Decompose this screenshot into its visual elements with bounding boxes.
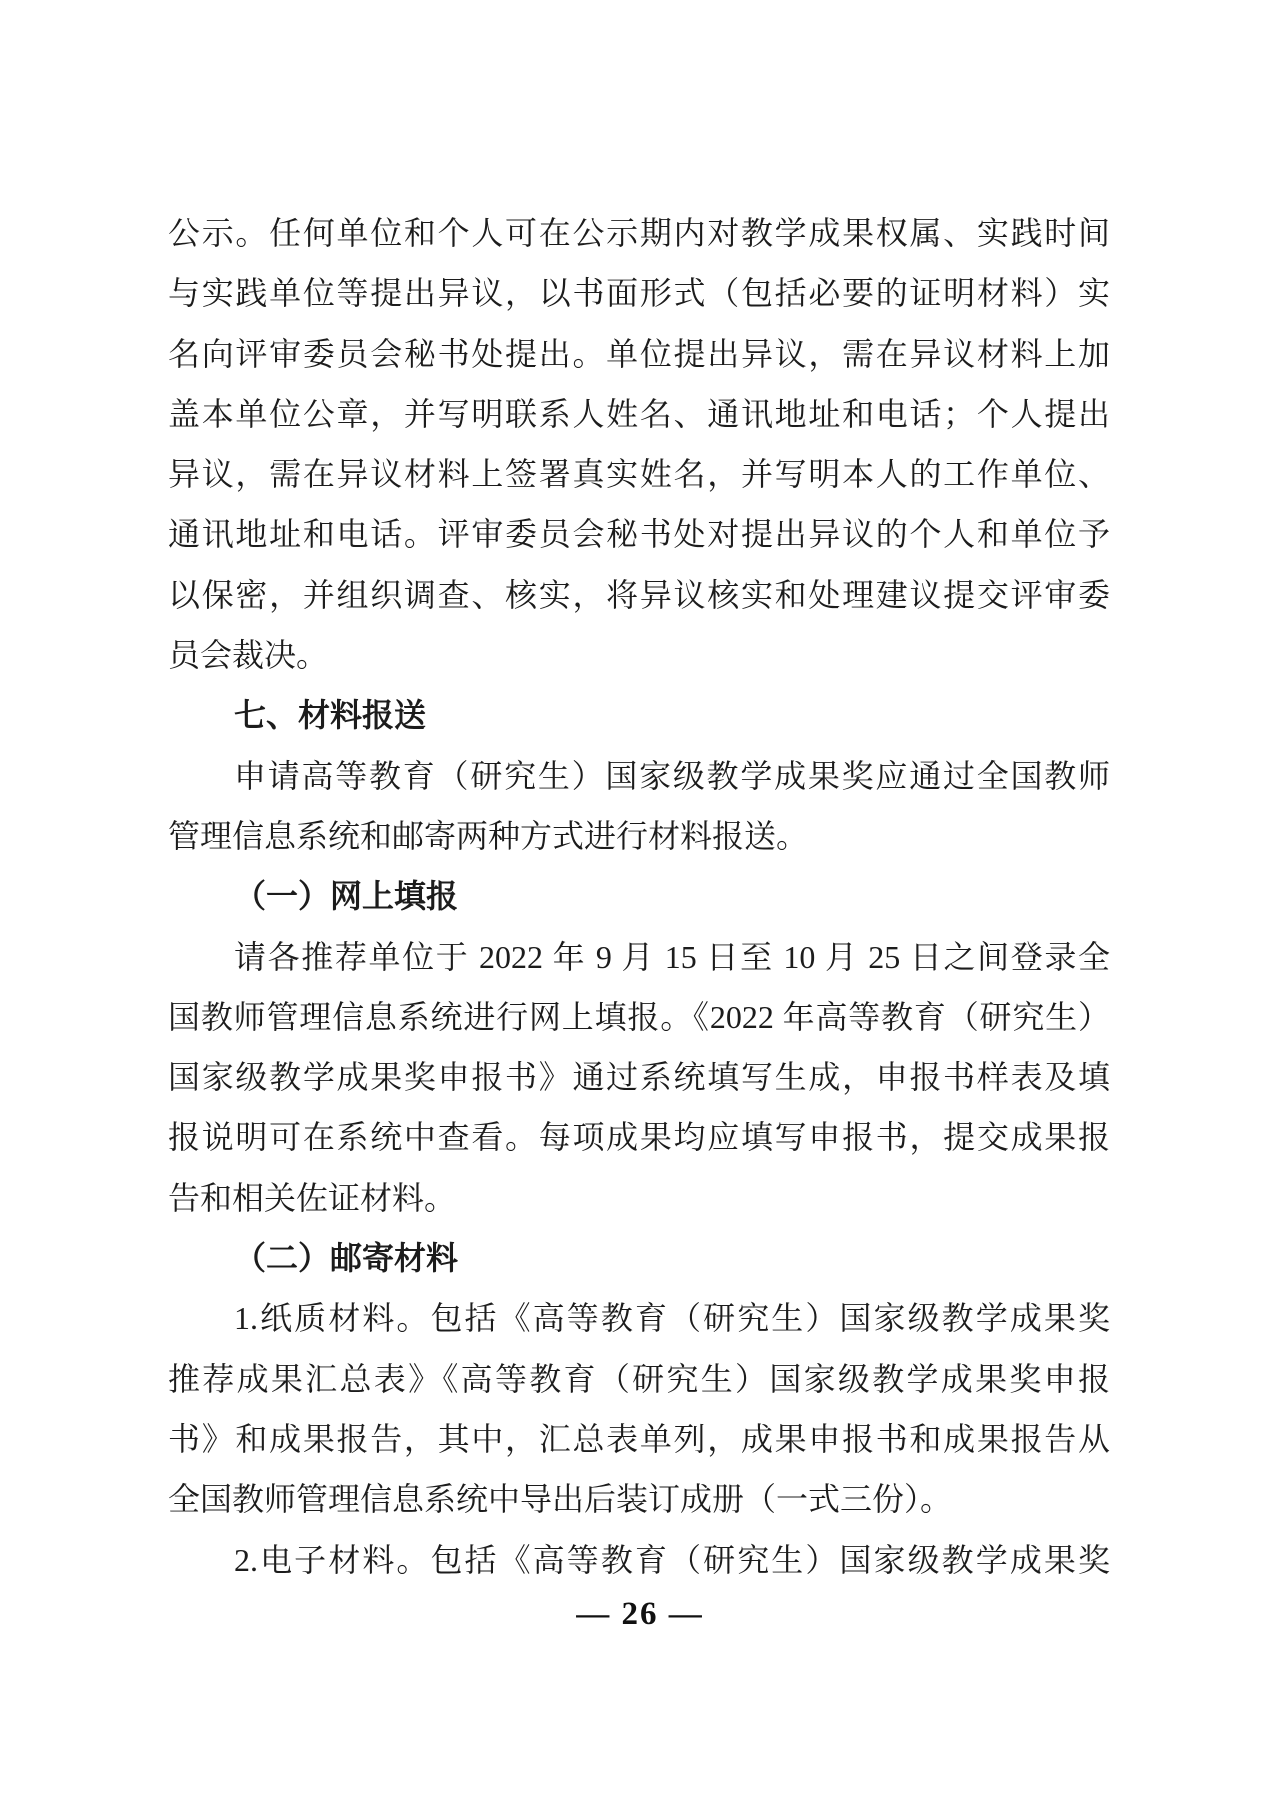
sub-heading: （一）网上填报 [234,878,459,915]
document-text-block [168,203,1110,1590]
text-line: 国家级教学成果奖申报书》通过系统填写生成，申报书样表及填 [168,1059,1110,1096]
text-line: 全国教师管理信息系统中导出后装订成册（一式三份）。 [168,1481,953,1518]
text-line: 异议，需在异议材料上签署真实姓名，并写明本人的工作单位、 [168,456,1110,493]
text-line: 员会裁决。 [168,637,329,674]
text-line: 公示。任何单位和个人可在公示期内对教学成果权属、实践时间 [168,215,1110,251]
text-line: 名向评审委员会秘书处提出。单位提出异议，需在异议材料上加 [168,335,1110,372]
text-line: 报说明可在系统中查看。每项成果均应填写申报书，提交成果报 [168,1119,1110,1156]
page-number-footer: — 26 — [576,1596,704,1632]
text-line: 盖本单位公章，并写明联系人姓名、通讯地址和电话；个人提出 [168,395,1110,432]
text-line: 管理信息系统和邮寄两种方式进行材料报送。 [168,817,809,854]
text-line: 以保密，并组织调查、核实，将异议核实和处理建议提交评审委 [168,576,1110,613]
section-heading: 七、材料报送 [234,697,427,734]
text-line: 告和相关佐证材料。 [168,1179,457,1216]
text-line: 国教师管理信息系统进行网上填报。《2022 年高等教育（研究生） [168,998,1110,1035]
text-line: 与实践单位等提出异议，以书面形式（包括必要的证明材料）实 [168,275,1110,312]
text-line: 通讯地址和电话。评审委员会秘书处对提出异议的个人和单位予 [168,516,1110,553]
sub-heading: （二）邮寄材料 [234,1240,459,1277]
text-line: 书》和成果报告，其中，汇总表单列，成果申报书和成果报告从 [168,1420,1110,1457]
text-line: 请各推荐单位于 2022 年 9 月 15 日至 10 月 25 日之间登录全 [234,938,1110,975]
text-line: 1.纸质材料。包括《高等教育（研究生）国家级教学成果奖 [234,1300,1110,1337]
text-line: 2.电子材料。包括《高等教育（研究生）国家级教学成果奖 [234,1541,1110,1578]
text-line: 申请高等教育（研究生）国家级教学成果奖应通过全国教师 [234,757,1110,794]
text-line: 推荐成果汇总表》《高等教育（研究生）国家级教学成果奖申报 [168,1360,1110,1397]
